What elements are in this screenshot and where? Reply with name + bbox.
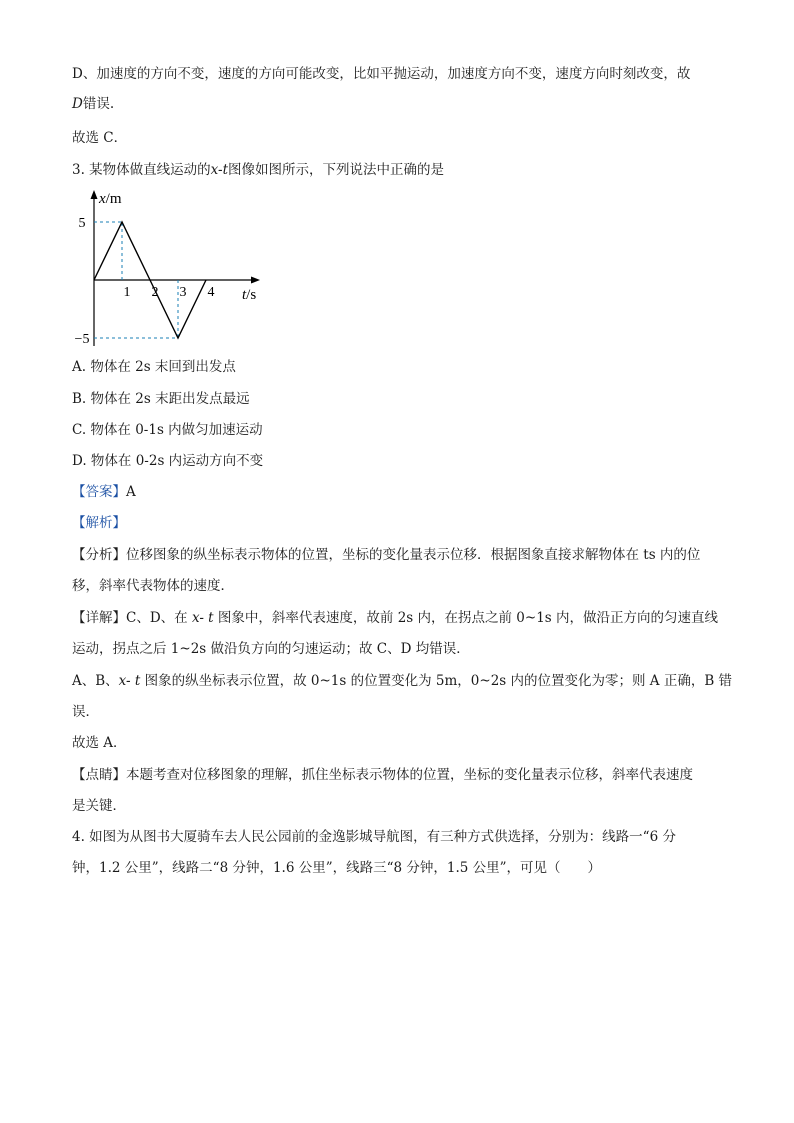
option-d-letter: D [72,96,83,112]
analysis-tag: 【解析】 [72,515,126,531]
x-axis-label: t/s [242,287,257,303]
graph-axes [75,190,260,347]
question-3-prefix: 3. 某物体做直线运动的 [72,162,211,178]
xiangjie-line3 [72,671,732,691]
option-d: D. 物体在 0-2s 内运动方向不变 [72,453,264,469]
option-d-explanation-line1: D、加速度的方向不变，速度的方向可能改变，比如平抛运动，加速度方向不变，速度方向时刻改变，故 [72,66,691,82]
xiangjie-line1 [72,608,718,628]
x-tick-label: 4 [207,285,215,300]
dianjing-line2: 是关键． [72,798,126,814]
xiangjie-text3a: A、B、 [72,673,119,689]
answer-tag: 【答案】 [72,484,126,500]
x-tick-label: 1 [123,285,131,300]
fenxi-line2: 移，斜率代表物体的速度． [72,578,234,594]
xiangjie-xt2: x- t [118,673,141,689]
analysis-heading [72,513,126,533]
dianjing-tag: 【点睛】 [72,767,126,783]
xiangjie-text1a: C、D、在 [126,610,192,626]
option-a: A. 物体在 2s 末回到出发点 [72,359,236,375]
answer-line [72,482,136,502]
y-tick-label: −5 [74,332,90,347]
xiangjie-line4: 误． [72,704,99,720]
xiangjie-xt1: x- t [191,610,214,626]
dianjing-text1: 本题考查对位移图象的理解，抓住坐标表示物体的位置，坐标的变化量表示位移，斜率代表速度 [126,767,693,783]
y-axis-arrow [91,190,98,199]
fenxi-text1: 位移图象的纵坐标表示物体的位置，坐标的变化量表示位移．根据图象直接求解物体在 ts 内的位 [126,547,701,563]
option-d-conclusion: 错误. [82,96,115,112]
answer-value: A [126,484,136,500]
xiangjie-text3c: 图象的纵坐标表示位置，故 0~1s 的位置变化为 5m，0~2s 内的位置变化为零；则 A 正确，B 错 [140,673,733,689]
xiangjie-line2: 运动，拐点之后 1~2s 做沿负方向的匀速运动；故 C、D 均错误． [72,641,470,657]
question-3-stem [72,160,444,180]
question-3-xt: x-t [210,162,229,178]
x-tick-label: 2 [151,285,159,300]
fenxi-line1 [72,545,700,565]
question-4-line2: 钟，1.2 公里”，线路二“8 分钟，1.6 公里”，线路三“8 分钟，1.5 公里”，可见（ ） [72,860,602,876]
xiangjie-line5: 故选 A． [72,735,127,751]
option-b: B. 物体在 2s 末距出发点最远 [72,391,250,407]
previous-answer: 故选 C． [72,130,128,146]
x-axis-arrow [251,277,260,284]
question-3-suffix: 图像如图所示，下列说法中正确的是 [228,162,445,178]
option-c: C. 物体在 0-1s 内做匀加速运动 [72,422,263,438]
option-d-explanation-line2 [72,94,114,114]
y-axis-label: x/m [99,191,122,207]
xiangjie-tag: 【详解】 [72,610,126,626]
x-tick-label: 3 [179,285,187,300]
xiangjie-text1c: 图象中，斜率代表速度，故前 2s 内，在拐点之前 0~1s 内，做沿正方向的匀速直线 [213,610,718,626]
fenxi-tag: 【分析】 [72,547,126,563]
xt-graph [72,186,272,356]
y-tick-label: 5 [78,216,86,231]
dianjing-line1 [72,765,693,785]
question-4-line1: 4. 如图为从图书大厦骑车去人民公园前的金逸影城导航图，有三种方式供选择，分别为：线路一“6 分 [72,829,676,845]
